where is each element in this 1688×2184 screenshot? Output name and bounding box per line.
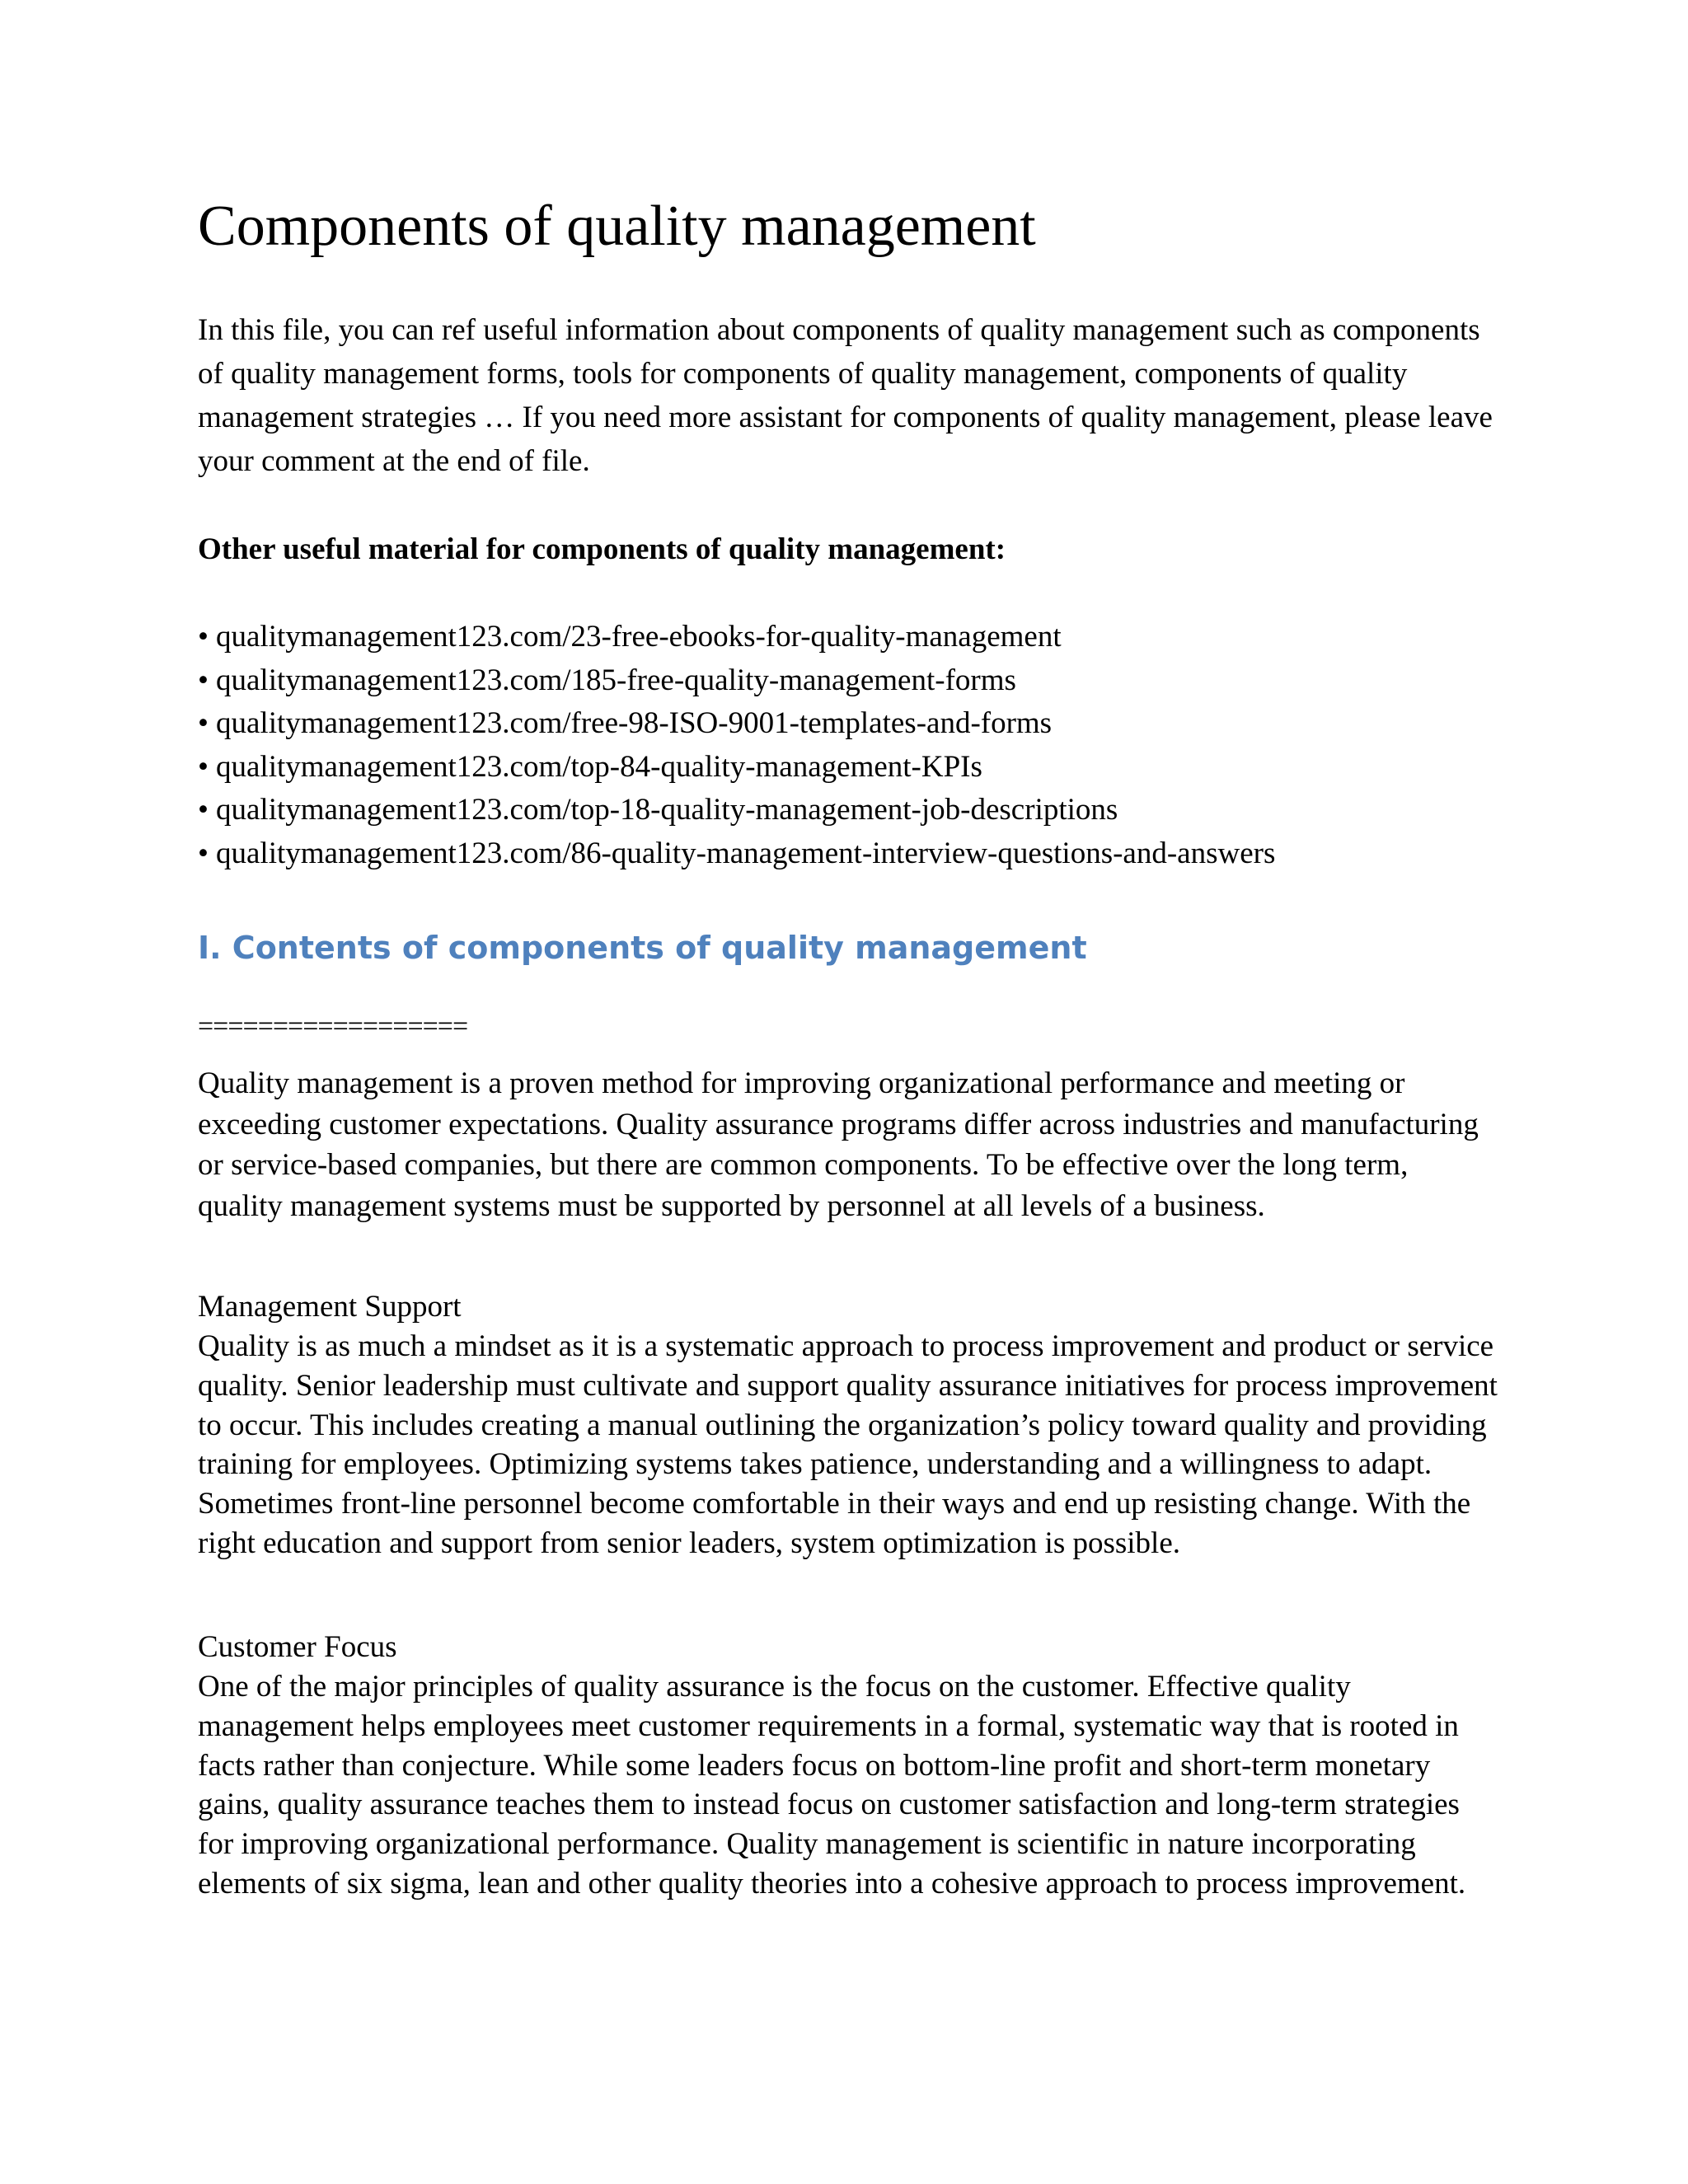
body-paragraph-overview: Quality management is a proven method for improving organizational performance and meeting or exceeding customer expectations. Quality assurance programs differ across industries and manufacturing or service-based companies, but there are common components. To be effective over the long term, quality management systems must be supported by personnel at all levels of a business.	[198, 1066, 1479, 1223]
bullet-icon: •	[198, 793, 209, 827]
resource-link-text[interactable]: qualitymanagement123.com/86-quality-management-interview-questions-and-answers	[216, 836, 1276, 870]
subheading-customer-focus: Customer Focus	[198, 1630, 397, 1664]
page-title: Components of quality management	[198, 194, 1036, 258]
resource-link-text[interactable]: qualitymanagement123.com/free-98-ISO-9001-templates-and-forms	[216, 706, 1053, 740]
resource-link-item[interactable]	[198, 832, 1275, 876]
resource-link-text[interactable]: qualitymanagement123.com/top-84-quality-management-KPIs	[216, 749, 982, 784]
bullet-icon: •	[198, 663, 209, 697]
intro-paragraph: In this file, you can ref useful information about components of quality management such as components of quality management forms, tools for components of quality management, components of quality management strategies … If you need more assistant for components of quality management, please leave your comment at the end of file.	[198, 313, 1493, 478]
bullet-icon: •	[198, 749, 209, 784]
bullet-icon: •	[198, 620, 209, 654]
bullet-icon: •	[198, 706, 209, 740]
subheading-management-support: Management Support	[198, 1290, 462, 1324]
separator-line: ==================	[198, 1011, 468, 1042]
resource-link-text[interactable]: qualitymanagement123.com/top-18-quality-management-job-descriptions	[216, 793, 1118, 827]
document-page	[198, 0, 1500, 2184]
resource-link-item[interactable]	[198, 746, 1275, 790]
resource-link-item[interactable]	[198, 789, 1275, 832]
resource-link-list	[198, 616, 1275, 875]
bullet-icon: •	[198, 836, 209, 870]
resource-link-item[interactable]	[198, 616, 1275, 659]
resource-link-text[interactable]: qualitymanagement123.com/185-free-quality-management-forms	[216, 663, 1016, 697]
resource-link-item[interactable]	[198, 659, 1275, 703]
other-material-heading: Other useful material for components of quality management:	[198, 532, 1006, 566]
body-paragraph-customer-focus: One of the major principles of quality assurance is the focus on the customer. Effective quality management helps employees meet customer requirements in a formal, systematic way that is rooted in facts rather than conjecture. While some leaders focus on bottom-line profit and short-term monetary gains, quality assurance teaches them to instead focus on customer satisfaction and long-term strategies for improving organizational performance. Quality management is scientific in nature incorporating elements of six sigma, lean and other quality theories into a cohesive approach to process improvement.	[198, 1670, 1466, 1900]
section-heading: I. Contents of components of quality management	[198, 930, 1087, 966]
resource-link-text[interactable]: qualitymanagement123.com/23-free-ebooks-for-quality-management	[216, 620, 1062, 654]
body-paragraph-management-support: Quality is as much a mindset as it is a systematic approach to process improvement and product or service quality. Senior leadership must cultivate and support quality assurance initiatives for process improvement to occur. This includes creating a manual outlining the organization’s policy toward quality and providing training for employees. Optimizing systems takes patience, understanding and a willingness to adapt. Sometimes front-line personnel become comfortable in their ways and end up resisting change. With the right education and support from senior leaders, system optimization is possible.	[198, 1329, 1498, 1560]
resource-link-item[interactable]	[198, 702, 1275, 746]
